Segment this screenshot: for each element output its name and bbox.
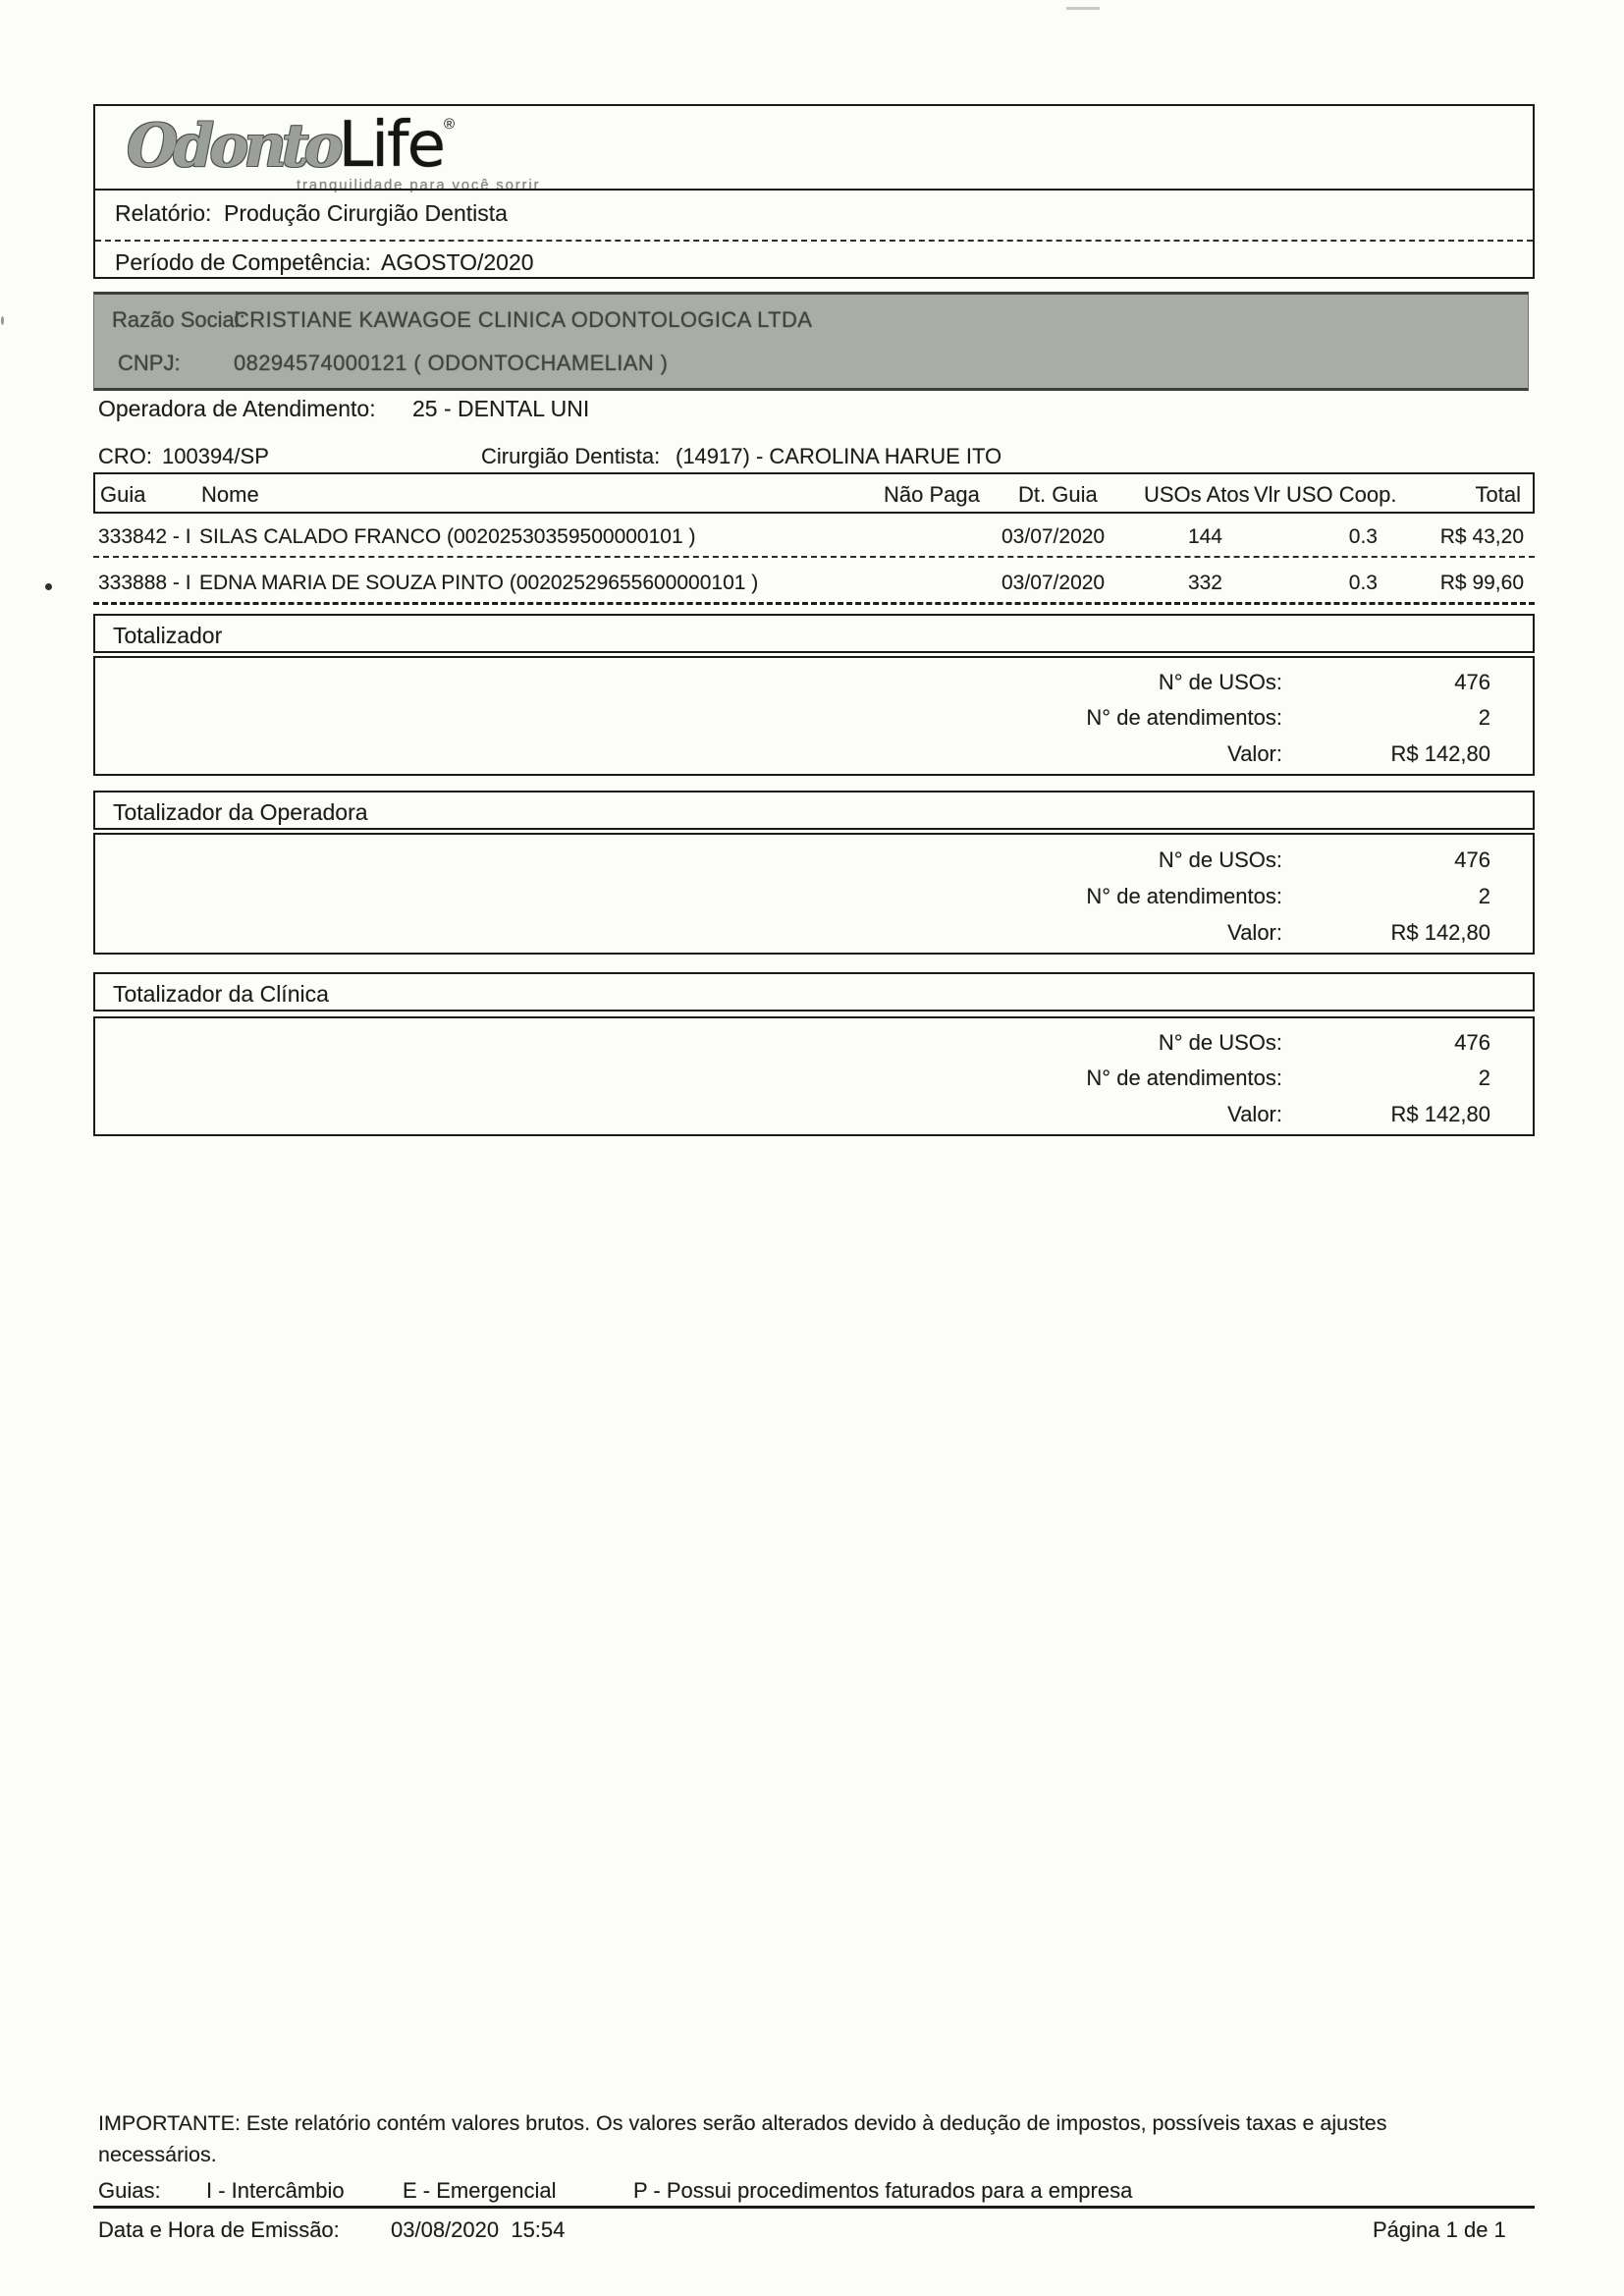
- logo-registered-mark: ®: [443, 116, 456, 133]
- logo-tagline: tranquilidade para você sorrir: [297, 177, 541, 193]
- cro-label: CRO:: [98, 444, 152, 468]
- atendimentos-label: N° de atendimentos:: [1086, 884, 1282, 908]
- row-vlr-uso: 0.3: [1348, 572, 1378, 594]
- report-label: Relatório:: [115, 200, 212, 226]
- totalizador-clinica-title-box: [93, 972, 1535, 1011]
- guia-legend-emergencial: E - Emergencial: [403, 2178, 557, 2203]
- valor-label: Valor:: [1227, 741, 1282, 766]
- dentist-value: (14917) - CAROLINA HARUE ITO: [676, 444, 1002, 468]
- col-dt-guia: Dt. Guia: [1018, 482, 1098, 507]
- totalizador-operadora-title: Totalizador da Operadora: [113, 799, 368, 825]
- totalizador-operadora-title-box: [93, 791, 1535, 830]
- cro-value: 100394/SP: [162, 444, 269, 468]
- company-band: [93, 292, 1529, 391]
- guias-label: Guias:: [98, 2178, 161, 2203]
- odontolife-logo: [127, 109, 456, 182]
- valor-value: R$ 142,80: [1390, 741, 1490, 766]
- usos-value: 476: [1454, 847, 1490, 872]
- header-divider-1: [95, 189, 1533, 191]
- header-box: [93, 104, 1535, 279]
- usos-label: N° de USOs:: [1158, 847, 1282, 872]
- totalizador-body-box: [93, 656, 1535, 776]
- totalizador-title: Totalizador: [113, 623, 223, 648]
- col-total: Total: [1475, 482, 1521, 507]
- valor-value: R$ 142,80: [1390, 1102, 1490, 1126]
- row-nome: SILAS CALADO FRANCO (00202530359500000101 ): [199, 525, 696, 548]
- col-guia: Guia: [100, 482, 146, 507]
- row-usos-atos: 332: [1187, 572, 1222, 594]
- row-guia: 333842 - I: [98, 525, 191, 548]
- totalizador-title-box: [93, 614, 1535, 653]
- scan-artifact-dot: [45, 583, 52, 590]
- header-divider-2: [95, 240, 1533, 242]
- table-row: [93, 567, 1535, 605]
- atendimentos-value: 2: [1478, 1066, 1490, 1090]
- period-value: AGOSTO/2020: [381, 249, 534, 275]
- cnpj-label: CNPJ:: [118, 351, 181, 375]
- col-vlr-uso: Vlr USO Coop.: [1254, 482, 1397, 507]
- emission-value: 03/08/2020 15:54: [391, 2217, 566, 2242]
- page-number: Página 1 de 1: [1373, 2217, 1506, 2242]
- row-dt-guia: 03/07/2020: [1001, 572, 1106, 594]
- usos-label: N° de USOs:: [1158, 670, 1282, 694]
- row-total: R$ 43,20: [1439, 525, 1524, 548]
- row-dt-guia: 03/07/2020: [1001, 525, 1106, 548]
- dentist-label: Cirurgião Dentista:: [481, 444, 661, 468]
- cnpj-value: 08294574000121 ( ODONTOCHAMELIAN ): [234, 351, 669, 375]
- atendimentos-value: 2: [1478, 884, 1490, 908]
- guia-legend-intercambio: I - Intercâmbio: [206, 2178, 345, 2203]
- razao-social-value: CRISTIANE KAWAGOE CLINICA ODONTOLOGICA LTDA: [234, 307, 813, 332]
- valor-label: Valor:: [1227, 1102, 1282, 1126]
- table-header-row: [93, 472, 1535, 514]
- atendimentos-value: 2: [1478, 705, 1490, 730]
- totalizador-clinica-title: Totalizador da Clínica: [113, 981, 329, 1007]
- guia-legend-possui: P - Possui procedimentos faturados para a empresa: [633, 2178, 1133, 2203]
- col-nome: Nome: [201, 482, 259, 507]
- operadora-label: Operadora de Atendimento:: [98, 396, 376, 421]
- important-note-line2: necessários.: [98, 2143, 217, 2166]
- emission-label: Data e Hora de Emissão:: [98, 2217, 340, 2242]
- totalizador-clinica-body-box: [93, 1016, 1535, 1136]
- row-nome: EDNA MARIA DE SOUZA PINTO (00202529655600000101 ): [199, 572, 759, 594]
- row-usos-atos: 144: [1187, 525, 1222, 548]
- col-usos-atos: USOs Atos: [1144, 482, 1250, 507]
- table-row: [93, 520, 1535, 558]
- logo-odonto-text: Odonto: [127, 112, 339, 181]
- row-total: R$ 99,60: [1439, 572, 1524, 594]
- col-nao-paga: Não Paga: [884, 482, 980, 507]
- usos-label: N° de USOs:: [1158, 1030, 1282, 1055]
- row-vlr-uso: 0.3: [1348, 525, 1378, 548]
- totalizador-operadora-body-box: [93, 833, 1535, 955]
- razao-social-label: Razão Social:: [112, 307, 245, 332]
- important-note-line1: IMPORTANTE: Este relatório contém valores brutos. Os valores serão alterados devido à dedução de impostos, possíveis taxas e ajustes: [98, 2111, 1387, 2135]
- scan-artifact-dash: [1066, 7, 1100, 10]
- scan-artifact-edge: [1, 316, 4, 325]
- valor-value: R$ 142,80: [1390, 920, 1490, 945]
- report-value: Produção Cirurgião Dentista: [224, 200, 508, 226]
- atendimentos-label: N° de atendimentos:: [1086, 705, 1282, 730]
- atendimentos-label: N° de atendimentos:: [1086, 1066, 1282, 1090]
- period-label: Período de Competência:: [115, 249, 371, 275]
- operadora-value: 25 - DENTAL UNI: [412, 396, 590, 421]
- usos-value: 476: [1454, 1030, 1490, 1055]
- usos-value: 476: [1454, 670, 1490, 694]
- logo-life-text: Life: [338, 109, 444, 182]
- footer-divider: [93, 2206, 1535, 2209]
- row-guia: 333888 - I: [98, 572, 191, 594]
- valor-label: Valor:: [1227, 920, 1282, 945]
